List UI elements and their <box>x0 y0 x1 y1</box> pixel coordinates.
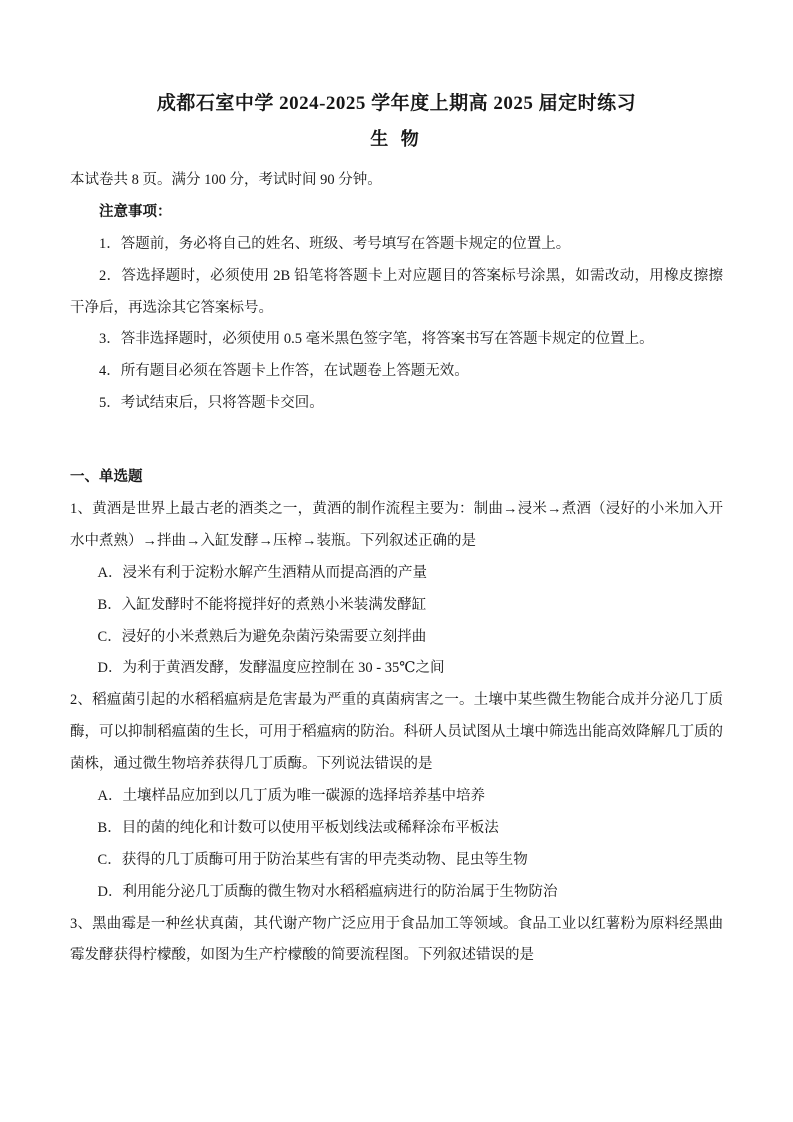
question-2-option-a: A．土壤样品应加到以几丁质为唯一碳源的选择培养基中培养 <box>97 788 486 805</box>
notice-item-3: 3．答非选择题时，必须使用 0.5 毫米黑色签字笔，将答案书写在答题卡规定的位置上。 <box>99 331 654 348</box>
exam-info: 本试卷共 8 页。满分 100 分，考试时间 90 分钟。 <box>70 172 382 188</box>
notice-heading: 注意事项： <box>99 203 172 220</box>
question-2-option-b: B．目的菌的纯化和计数可以使用平板划线法或稀释涂布平板法 <box>97 819 499 836</box>
notice-item-4: 4．所有题目必须在答题卡上作答，在试题卷上答题无效。 <box>99 363 469 380</box>
exam-title: 成都石室中学 2024-2025 学年度上期高 2025 届定时练习 <box>156 93 637 114</box>
question-2-option-c: C．获得的几丁质酶可用于防治某些有害的甲壳类动物、昆虫等生物 <box>97 851 528 868</box>
question-1-option-c: C．浸好的小米煮熟后为避免杂菌污染需要立刻拌曲 <box>97 628 427 645</box>
question-2-option-d: D．利用能分泌几丁质酶的微生物对水稻稻瘟病进行的防治属于生物防治 <box>97 883 558 900</box>
question-1-stem: 1、黄酒是世界上最古老的酒类之一，黄酒的制作流程主要为：制曲→浸米→煮酒（浸好的小米加入开水中煮熟）→拌曲→入缸发酵→压榨→装瓶。下列叙述正确的是 <box>70 501 723 549</box>
question-2-stem: 2、稻瘟菌引起的水稻稻瘟病是危害最为严重的真菌病害之一。土壤中某些微生物能合成并分泌几丁质酶，可以抑制稻瘟菌的生长，可用于稻瘟病的防治。科研人员试图从土壤中筛选出能高效降解几丁质的菌株，通过微生物培养获得几丁质酶。下列说法错误的是 <box>70 692 723 773</box>
question-3 <box>70 909 723 973</box>
notice-item-2: 2．答选择题时，必须使用 2B 铅笔将答题卡上对应题目的答案标号涂黑，如需改动，用橡皮擦擦干净后，再选涂其它答案标号。 <box>70 267 723 316</box>
question-1-option-d: D．为利于黄酒发酵，发酵温度应控制在 30 - 35℃之间 <box>97 660 445 677</box>
section-heading-single-choice: 一、单选题 <box>70 469 143 486</box>
question-2 <box>70 685 723 908</box>
question-3-stem: 3、黑曲霉是一种丝状真菌，其代谢产物广泛应用于食品加工等领域。食品工业以红薯粉为原料经黑曲霉发酵获得柠檬酸，如图为生产柠檬酸的简要流程图。下列叙述错误的是 <box>70 915 723 964</box>
notice-item-5: 5．考试结束后，只将答题卡交回。 <box>99 395 324 412</box>
question-1 <box>70 494 723 685</box>
question-1-option-b: B．入缸发酵时不能将搅拌好的煮熟小米装满发酵缸 <box>97 596 427 613</box>
question-1-option-a: A．浸米有利于淀粉水解产生酒精从而提高酒的产量 <box>97 564 428 581</box>
notice-item-1: 1．答题前，务必将自己的姓名、班级、考号填写在答题卡规定的位置上。 <box>99 235 571 252</box>
subject-title: 生 物 <box>370 129 423 149</box>
